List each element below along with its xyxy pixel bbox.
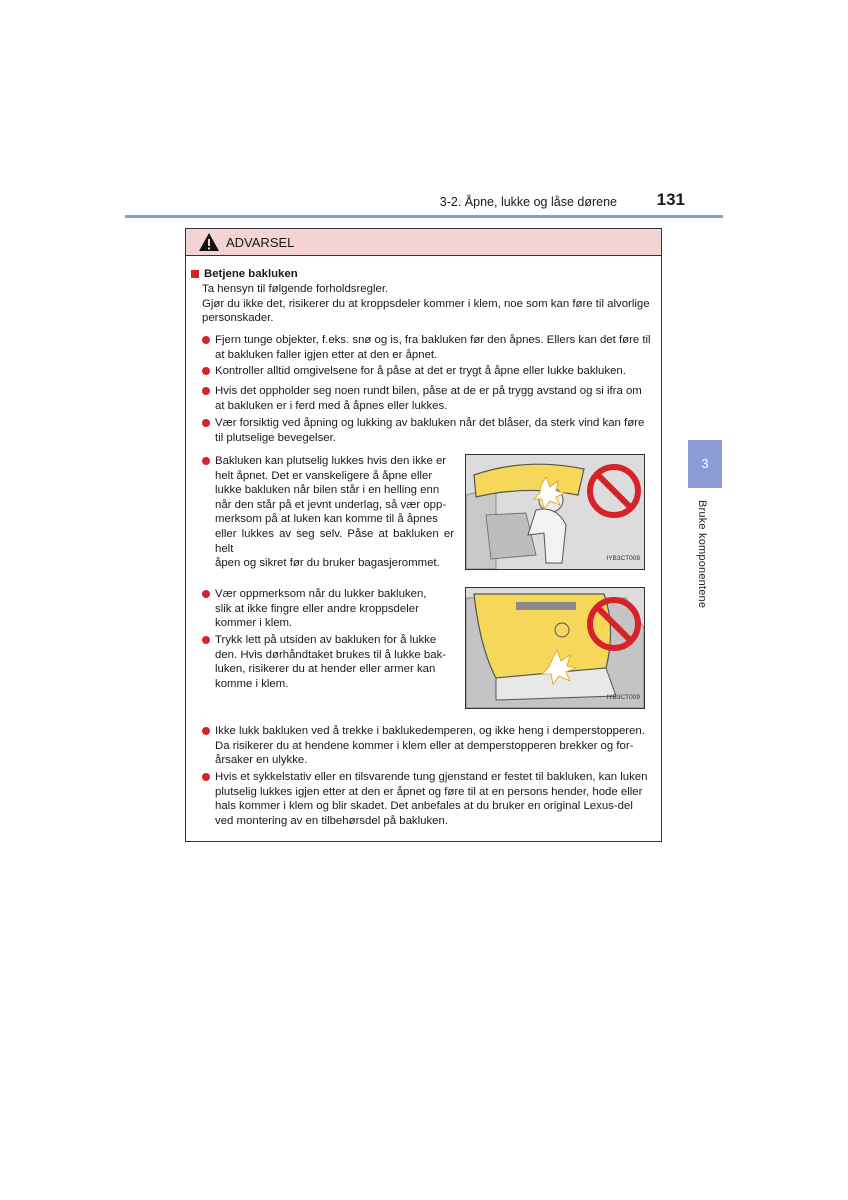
bullet-dot-icon (202, 367, 210, 375)
bullet-line: til plutselige bevegelser. (215, 431, 336, 444)
bullet-line: kommer i klem. (215, 617, 293, 630)
bullet-line: merksom på at luken kan komme til å åpnes (215, 513, 438, 526)
bullet-line: årsaker en ulykke. (215, 754, 308, 767)
warning-header (186, 229, 661, 256)
bullet-line: ved montering av en tilbehørsdel på bakluken. (215, 814, 449, 827)
bullet-item-figure2 (202, 587, 454, 631)
bullet-line: eller lukkes av seg selv. Påse at bakluken er helt (215, 527, 454, 555)
bullet-line: luken, risikerer du at hender eller armer kan (215, 663, 436, 676)
bullet-line: helt åpnet. Det er vanskeligere å åpne eller (215, 469, 433, 482)
warning-title: ADVARSEL (226, 234, 295, 250)
illustration-tailgate-open (465, 454, 645, 570)
bullet-line: den. Hvis dørhåndtaket brukes til å lukke bak- (215, 648, 447, 661)
bullet-dot-icon (202, 387, 210, 395)
bullet-line: åpen og sikret før du bruker bagasjerommet. (215, 557, 440, 570)
square-bullet-icon (191, 270, 199, 278)
bullet-line: at bakluken faller igjen etter at den er åpnet. (215, 348, 438, 361)
bullet-item (202, 770, 657, 828)
bullet-dot-icon (202, 590, 210, 598)
page-number: 131 (656, 190, 685, 209)
bullet-dot-icon (202, 773, 210, 781)
bullet-item (202, 384, 657, 413)
bullet-line: Hvis det oppholder seg noen rundt bilen, påse at de er på trygg avstand og si ifra om (215, 385, 642, 397)
bullet-item (202, 364, 657, 379)
warning-triangle-icon (198, 232, 220, 252)
subheading (191, 267, 298, 282)
intro-line: Ta hensyn til følgende forholdsregler. (202, 283, 389, 295)
bullet-line: Kontroller alltid omgivelsene for å påse at det er trygt å åpne eller lukke bakluken. (215, 365, 626, 377)
chapter-label: Bruke komponentene (696, 500, 708, 609)
bullet-line: Ikke lukk bakluken ved å trekke i baklukedemperen, og ikke heng i demperstopperen. (215, 725, 645, 737)
subheading-text: Betjene bakluken (204, 268, 298, 280)
bullet-line: når den står på et jevnt underlag, så vær opp- (215, 498, 447, 511)
bullet-line: Da risikerer du at hendene kommer i klem eller at demperstopperen brekker og for- (215, 739, 634, 752)
bullet-item (202, 724, 657, 768)
tailgate-closing-illustration (466, 588, 644, 708)
bullet-dot-icon (202, 636, 210, 644)
figure-code: IYB3CT009 (606, 694, 640, 702)
intro-paragraph (202, 282, 656, 326)
bullet-line: Fjern tunge objekter, f.eks. snø og is, fra bakluken før den åpnes. Ellers kan det føre til (215, 334, 651, 346)
bullet-item-figure1 (202, 454, 454, 571)
bullet-line: Vær forsiktig ved åpning og lukking av bakluken når det blåser, da sterk vind kan føre (215, 417, 645, 429)
illustration-tailgate-closing (465, 587, 645, 709)
bullet-dot-icon (202, 727, 210, 735)
bullet-line: plutselig lukkes igjen etter at den er åpnet og føre til at en persons hender, hode eller (215, 785, 643, 798)
bullet-dot-icon (202, 336, 210, 344)
bullet-line: Hvis et sykkelstativ eller en tilsvarende tung gjenstand er festet til bakluken, kan luken (215, 771, 648, 783)
bullet-line: slik at ikke fingre eller andre kroppsdeler (215, 602, 419, 615)
bullet-line: hals kommer i klem og blir skadet. Det anbefales at du bruker en original Lexus-del (215, 800, 633, 813)
bullet-item (202, 416, 657, 445)
bullet-line: Trykk lett på utsiden av bakluken for å lukke (215, 634, 437, 646)
bullet-line: Vær oppmerksom når du lukker bakluken, (215, 588, 427, 600)
bullet-line: komme i klem. (215, 677, 289, 690)
bullet-item (202, 333, 657, 362)
intro-line: personskader. (202, 312, 274, 325)
intro-line: Gjør du ikke det, risikerer du at kroppsdeler kommer i klem, noe som kan føre til alvorlige (202, 297, 650, 310)
bullet-dot-icon (202, 457, 210, 465)
chapter-tab[interactable]: 3 (688, 440, 722, 488)
header-rule (125, 215, 723, 218)
bullet-dot-icon (202, 419, 210, 427)
bullet-line: at bakluken er i ferd med å åpnes eller lukkes. (215, 399, 448, 412)
bullet-item-figure2 (202, 633, 454, 691)
section-title: 3-2. Åpne, lukke og låse dørene (439, 195, 617, 209)
figure-code: IYB3CT008 (606, 555, 640, 563)
bullet-line: Bakluken kan plutselig lukkes hvis den ikke er (215, 455, 447, 467)
bullet-line: lukke bakluken når bilen står i en helling enn (215, 484, 440, 497)
warning-box (185, 228, 662, 842)
page-header (125, 190, 685, 212)
